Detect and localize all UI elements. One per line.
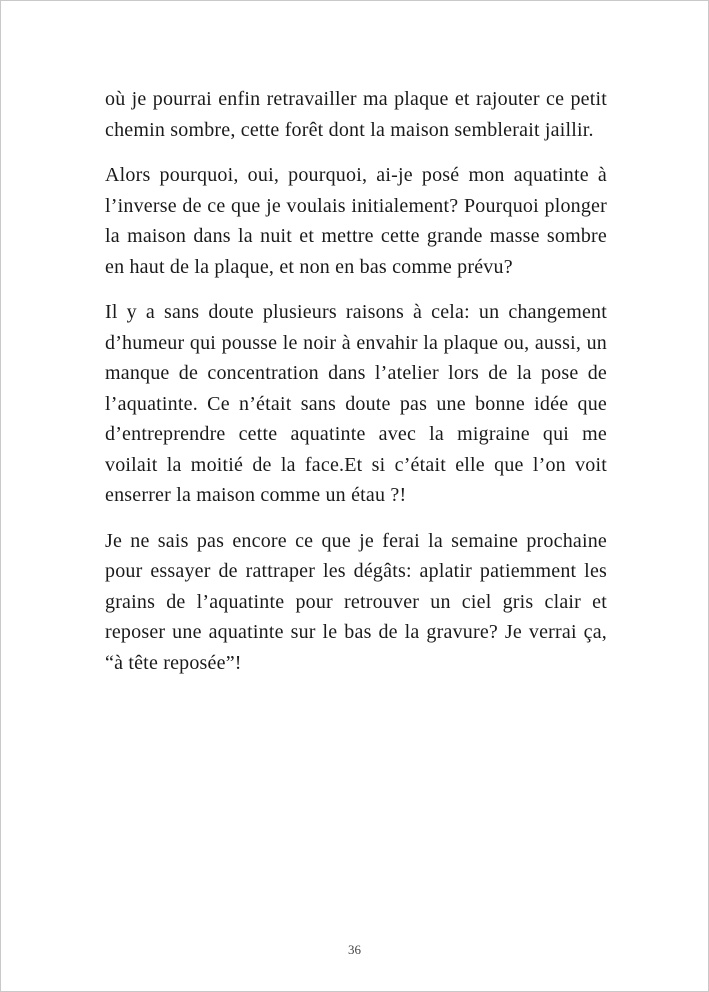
paragraph: où je pourrai enfin retravailler ma plaque et rajouter ce petit chemin sombre, cette forêt dont la maison semblerait jaillir. [105,88,607,141]
page-number: 36 [348,942,361,957]
paragraph: Alors pourquoi, oui, pourquoi, ai-je posé mon aquatinte à l’inverse de ce que je voulais initialement? Pourquoi plonger la maison dans la nuit et mettre cette grande masse sombre en haut de la plaque, et non en bas comme prévu? [105,164,607,278]
paragraph: Il y a sans doute plusieurs raisons à cela: un changement d’humeur qui pousse le noir à envahir la plaque ou, aussi, un manque de concentration dans l’atelier lors de la pose de l’aquatinte. Ce n’était sans doute pas une bonne idée que d’entreprendre cette aquatinte avec la migraine qui me voilait la moitié de la face.Et si c’était elle que l’on voit enserrer la maison comme un étau ?! [105,301,607,506]
page-text-block [105,84,607,693]
paragraph: Je ne sais pas encore ce que je ferai la semaine prochaine pour essayer de rattraper les dégâts: aplatir patiemment les grains de l’aquatinte pour retrouver un ciel gris clair et reposer une aquatinte sur le bas de la gravure? Je verrai ça, “à tête reposée”! [105,529,607,674]
